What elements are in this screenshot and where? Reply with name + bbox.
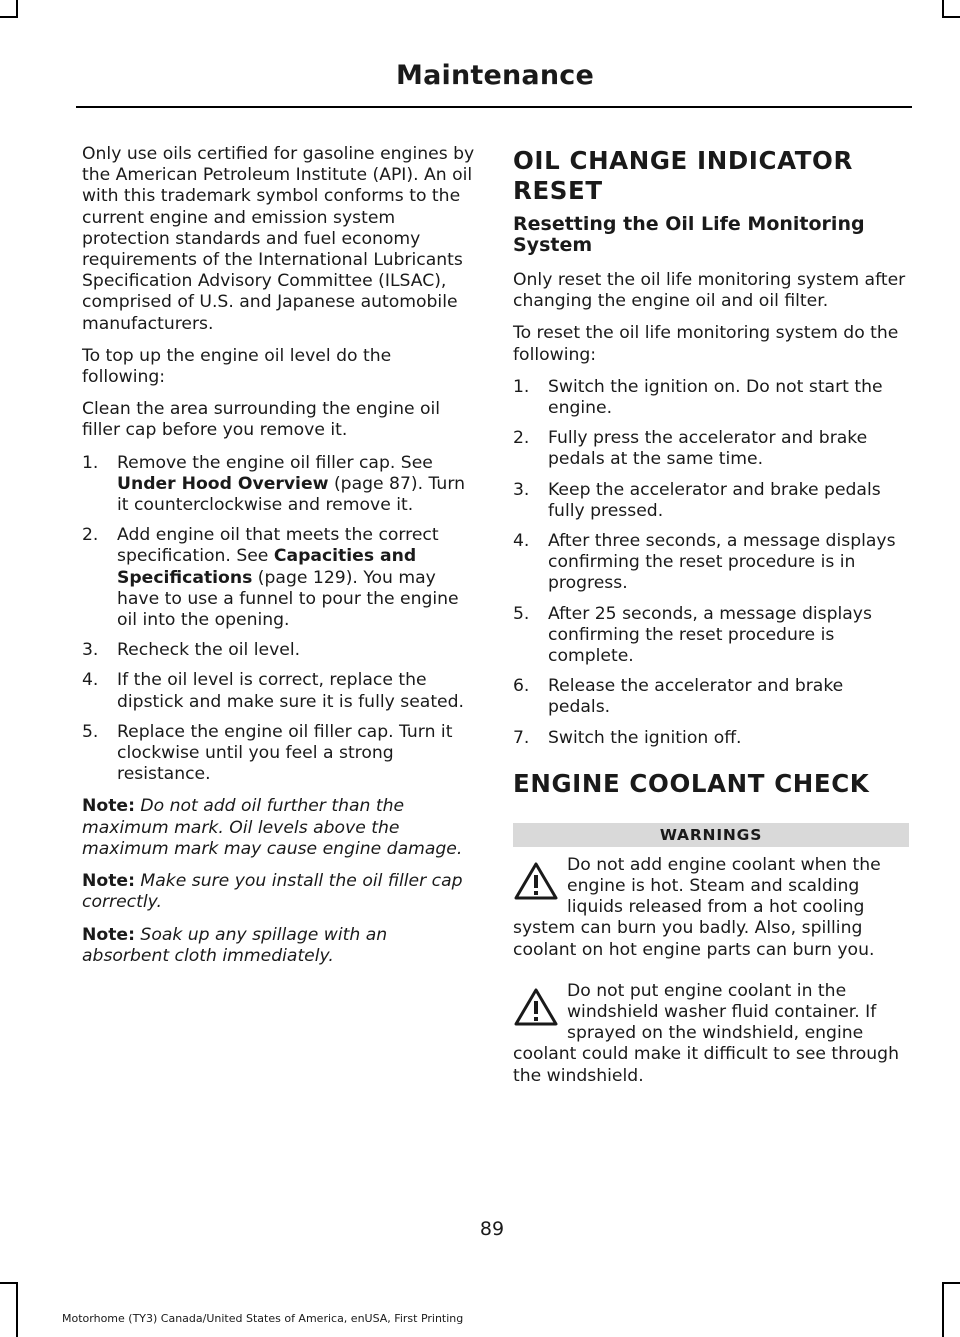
step-number: 1. — [513, 376, 530, 397]
warning-text: Do not put engine coolant in the windshield washer fluid container. If sprayed on the windshield, engine coolant could make it difficult to see through the windshield. — [513, 980, 899, 1086]
step-number: 5. — [513, 603, 530, 624]
step-text: Keep the accelerator and brake pedals fully pressed. — [548, 479, 881, 521]
note-label: Note: — [82, 871, 135, 892]
step-text: After three seconds, a message displays confirming the reset procedure is in progress. — [548, 531, 896, 594]
list-item — [82, 722, 478, 786]
step-text: Replace the engine oil filler cap. Turn it clockwise until you feel a strong resistance. — [117, 721, 453, 785]
step-number: 4. — [82, 670, 99, 691]
right-column — [513, 144, 909, 1107]
steps-list — [513, 377, 909, 749]
list-item — [513, 428, 909, 470]
section-heading: ENGINE COOLANT CHECK — [513, 768, 870, 798]
list-item — [82, 525, 478, 631]
step-number: 3. — [82, 640, 99, 661]
step-text: (page 87). Turn it counterclockwise and remove it. — [117, 473, 465, 516]
page-title: Maintenance — [396, 60, 594, 91]
paragraph: To reset the oil life monitoring system do the following: — [513, 323, 899, 365]
step-text: Release the accelerator and brake pedals. — [548, 676, 844, 718]
step-text: Fully press the accelerator and brake pedals at the same time. — [548, 428, 868, 470]
step-number: 6. — [513, 676, 530, 697]
warning-triangle-icon — [513, 987, 559, 1027]
list-item — [82, 640, 478, 661]
crop-mark — [942, 1282, 944, 1337]
note-text: Soak up any spillage with an absorbent cloth immediately. — [82, 924, 388, 966]
warning-text: Do not add engine coolant when the engine is hot. Steam and scalding liquids released from a hot cooling system can burn you badly. Also, spilling coolant on hot engine parts can burn you. — [513, 854, 881, 960]
step-number: 5. — [82, 721, 99, 742]
step-number: 7. — [513, 727, 530, 748]
note-text: Make sure you install the oil filler cap correctly. — [82, 871, 463, 913]
list-item — [513, 728, 909, 749]
step-text: Switch the ignition off. — [548, 727, 742, 748]
warning-block — [513, 855, 909, 961]
step-number: 2. — [82, 525, 99, 546]
step-number: 3. — [513, 479, 530, 500]
list-item — [513, 676, 909, 718]
footer-text: Motorhome (TY3) Canada/United States of America, enUSA, First Printing — [62, 1312, 464, 1325]
note-label: Note: — [82, 796, 135, 817]
list-item — [513, 377, 909, 419]
page-number: 89 — [479, 1218, 505, 1240]
step-text: Switch the ignition on. Do not start the engine. — [548, 376, 883, 419]
crop-mark — [16, 1282, 18, 1337]
left-column — [82, 144, 478, 978]
step-text: Recheck the oil level. — [117, 640, 301, 661]
paragraph: Clean the area surrounding the engine oil filler cap before you remove it. — [82, 399, 441, 441]
list-item — [82, 670, 478, 712]
warning-triangle-icon — [513, 861, 559, 901]
note-label: Note: — [82, 924, 135, 945]
list-item — [513, 480, 909, 522]
cross-reference-link[interactable]: Capacities and Specifications — [117, 546, 417, 588]
warning-block — [513, 981, 909, 1087]
crop-mark — [942, 16, 960, 18]
step-text: (page 129). You may have to use a funnel to pour the engine oil into the opening. — [117, 567, 459, 631]
section-heading: OIL CHANGE INDICATOR RESET — [513, 146, 853, 205]
note — [82, 871, 478, 913]
crop-mark — [942, 1282, 960, 1284]
cross-reference-link[interactable]: Under Hood Overview — [117, 473, 329, 494]
list-item — [82, 453, 478, 517]
list-item — [513, 531, 909, 595]
step-text: If the oil level is correct, replace the dipstick and make sure it is fully seated. — [117, 670, 465, 712]
paragraph: Only reset the oil life monitoring system after changing the engine oil and oil filter. — [513, 270, 906, 312]
step-number: 4. — [513, 531, 530, 552]
paragraph: To top up the engine oil level do the following: — [82, 345, 392, 388]
note — [82, 796, 478, 860]
warnings-header: WARNINGS — [513, 823, 909, 847]
step-text: Remove the engine oil filler cap. See — [117, 452, 433, 473]
subsection-heading: Resetting the Oil Life Monitoring System — [513, 213, 865, 256]
header-divider — [76, 106, 912, 108]
step-text: Add engine oil that meets the correct specification. See — [117, 525, 439, 567]
note — [82, 925, 478, 967]
step-text: After 25 seconds, a message displays confirming the reset procedure is complete. — [548, 603, 872, 667]
crop-mark — [0, 16, 18, 18]
crop-mark — [0, 1282, 18, 1284]
list-item — [513, 604, 909, 668]
step-number: 1. — [82, 452, 99, 473]
paragraph: Only use oils certified for gasoline engines by the American Petroleum Institute (API). An oil with this trademark symbol conforms to the current engine and emission system protection standards and fuel economy requirements of the International Lubricants Specification Advisory Committee (ILSAC), comprised of U.S. and Japanese automobile manufacturers. — [82, 144, 475, 334]
step-number: 2. — [513, 428, 530, 449]
steps-list — [82, 453, 478, 786]
note-text: Do not add oil further than the maximum mark. Oil levels above the maximum mark may cause engine damage. — [82, 796, 463, 859]
